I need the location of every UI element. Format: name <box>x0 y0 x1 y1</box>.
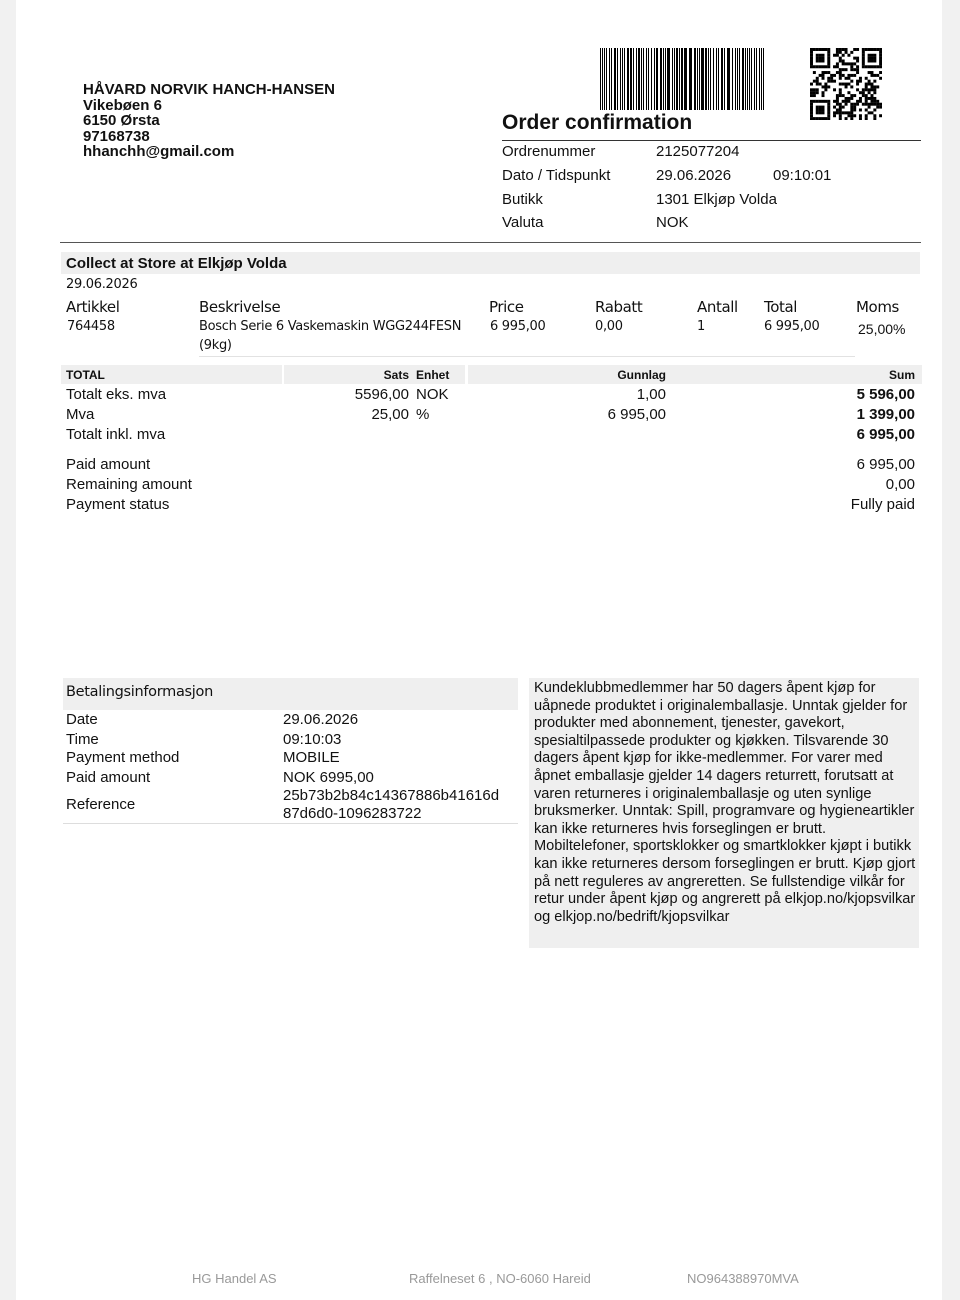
col-header-vat: Moms <box>856 298 899 316</box>
order-number-label: Ordrenummer <box>502 143 596 160</box>
payment-info-label: Time <box>66 731 99 748</box>
totals-header-unit: Enhet <box>416 368 450 382</box>
totals-rate: 5596,00 <box>354 386 409 403</box>
receipt-page <box>16 0 942 1300</box>
col-header-description: Beskrivelse <box>199 298 281 316</box>
item-vat: 25,00% <box>858 321 906 337</box>
paid-amount-value: 6 995,00 <box>856 456 915 473</box>
payment-info-label: Date <box>66 711 98 728</box>
customer-street: Vikebøen 6 <box>83 96 162 114</box>
collect-title: Collect at Store at Elkjøp Volda <box>66 255 287 272</box>
totals-sum: 5 596,00 <box>856 386 915 403</box>
order-date-value: 29.06.2026 <box>656 167 732 184</box>
col-header-article: Artikkel <box>66 298 120 316</box>
totals-rate: 25,00 <box>371 406 409 423</box>
qr-code-image <box>810 48 882 120</box>
item-row-divider <box>199 356 855 357</box>
totals-label: Mva <box>66 406 95 423</box>
col-header-total: Total <box>764 298 798 316</box>
order-time-value: 09:10:01 <box>773 167 832 184</box>
reference-value-line2: 87d6d0-1096283722 <box>283 805 422 822</box>
footer-org-number: NO964388970MVA <box>687 1271 799 1286</box>
payment-info-label: Paid amount <box>66 769 151 786</box>
col-header-discount: Rabatt <box>595 298 643 316</box>
col-header-price: Price <box>489 298 524 316</box>
totals-label: Totalt inkl. mva <box>66 426 166 443</box>
totals-sum: 1 399,00 <box>856 406 915 423</box>
payment-info-label: Payment method <box>66 749 180 766</box>
payment-info-bottom-line <box>63 823 518 824</box>
order-title: Order confirmation <box>502 111 693 134</box>
order-store-value: 1301 Elkjøp Volda <box>656 191 777 208</box>
order-date-label: Dato / Tidspunkt <box>502 167 611 184</box>
reference-value-line1: 25b73b2b84c14367886b41616d <box>283 787 500 804</box>
reference-label: Reference <box>66 796 136 813</box>
item-article: 764458 <box>67 319 115 334</box>
order-number-value: 2125077204 <box>656 143 740 160</box>
barcode-image <box>600 48 766 110</box>
totals-header-total: TOTAL <box>66 368 105 382</box>
section-divider <box>60 242 921 243</box>
customer-address <box>83 82 335 160</box>
totals-basis: 1,00 <box>636 386 666 403</box>
payment-info-title: Betalingsinformasjon <box>66 684 214 700</box>
payment-info-value: MOBILE <box>283 749 340 766</box>
item-quantity: 1 <box>697 319 705 334</box>
totals-sum: 6 995,00 <box>856 426 915 443</box>
order-currency-value: NOK <box>656 214 689 231</box>
payment-status-value: Fully paid <box>850 496 915 513</box>
col-header-quantity: Antall <box>697 298 738 316</box>
totals-unit: NOK <box>416 386 449 403</box>
payment-info-value: 09:10:03 <box>283 731 342 748</box>
remaining-amount-label: Remaining amount <box>66 476 192 493</box>
payment-status-label: Payment status <box>66 496 170 513</box>
totals-header-basis: Gunnlag <box>617 368 666 382</box>
item-discount: 0,00 <box>595 319 623 334</box>
customer-city: 6150 Ørsta <box>83 112 160 129</box>
terms-text: Kundeklubbmedlemmer har 50 dagers åpent kjøp for uåpnede produktet i originalemballasje. Unntak gjelder for produkter med abonnement, tjenester, gavekort, spesialtilpassede produkter og kjøkken. Tilsvarende 30 dagers åpent kjøp for ikke-medlemmer. For varer med åpnet emballasje gjelder 14 dagers returrett, forutsatt at varen returneres i originalemballasje og uten synlige bruksmerker. Unntak: Spill, programvare og hygieneartikler kan ikke returneres hvis forseglingen er brutt. Mobiltelefoner, sportsklokker og smartklokker kjøpt i butikk kan ikke returneres dersom forseglingen er brutt. Kjøp gjort på nett reguleres av angreretten. Se fullstendige vilkår for retur under åpent kjøp og angrerett på elkjop.no/kjopsvilkar og elkjop.no/bedrift/kjopsvilkar <box>534 680 916 925</box>
customer-phone: 97168738 <box>83 127 150 145</box>
payment-info-value: NOK 6995,00 <box>283 769 374 786</box>
order-currency-label: Valuta <box>502 214 544 231</box>
order-store-label: Butikk <box>502 191 543 208</box>
customer-name: HÅVARD NORVIK HANCH-HANSEN <box>83 81 335 98</box>
totals-label: Totalt eks. mva <box>66 386 167 403</box>
totals-basis: 6 995,00 <box>607 406 666 423</box>
paid-amount-label: Paid amount <box>66 456 151 473</box>
payment-info-value: 29.06.2026 <box>283 711 359 728</box>
order-title-underline <box>502 140 921 141</box>
item-description-line1: Bosch Serie 6 Vaskemaskin WGG244FESN <box>199 319 462 334</box>
footer-company: HG Handel AS <box>192 1271 277 1286</box>
footer-address: Raffelneset 6 , NO-6060 Hareid <box>409 1271 591 1286</box>
totals-header-rate: Sats <box>383 368 409 382</box>
remaining-amount-value: 0,00 <box>885 476 915 493</box>
customer-email: hhanchh@gmail.com <box>83 143 235 160</box>
collect-date: 29.06.2026 <box>66 277 138 292</box>
item-price: 6 995,00 <box>490 319 546 334</box>
item-description-line2: (9kg) <box>199 338 232 353</box>
item-total: 6 995,00 <box>764 319 820 334</box>
totals-header-sum: Sum <box>888 368 915 382</box>
totals-unit: % <box>416 406 430 423</box>
